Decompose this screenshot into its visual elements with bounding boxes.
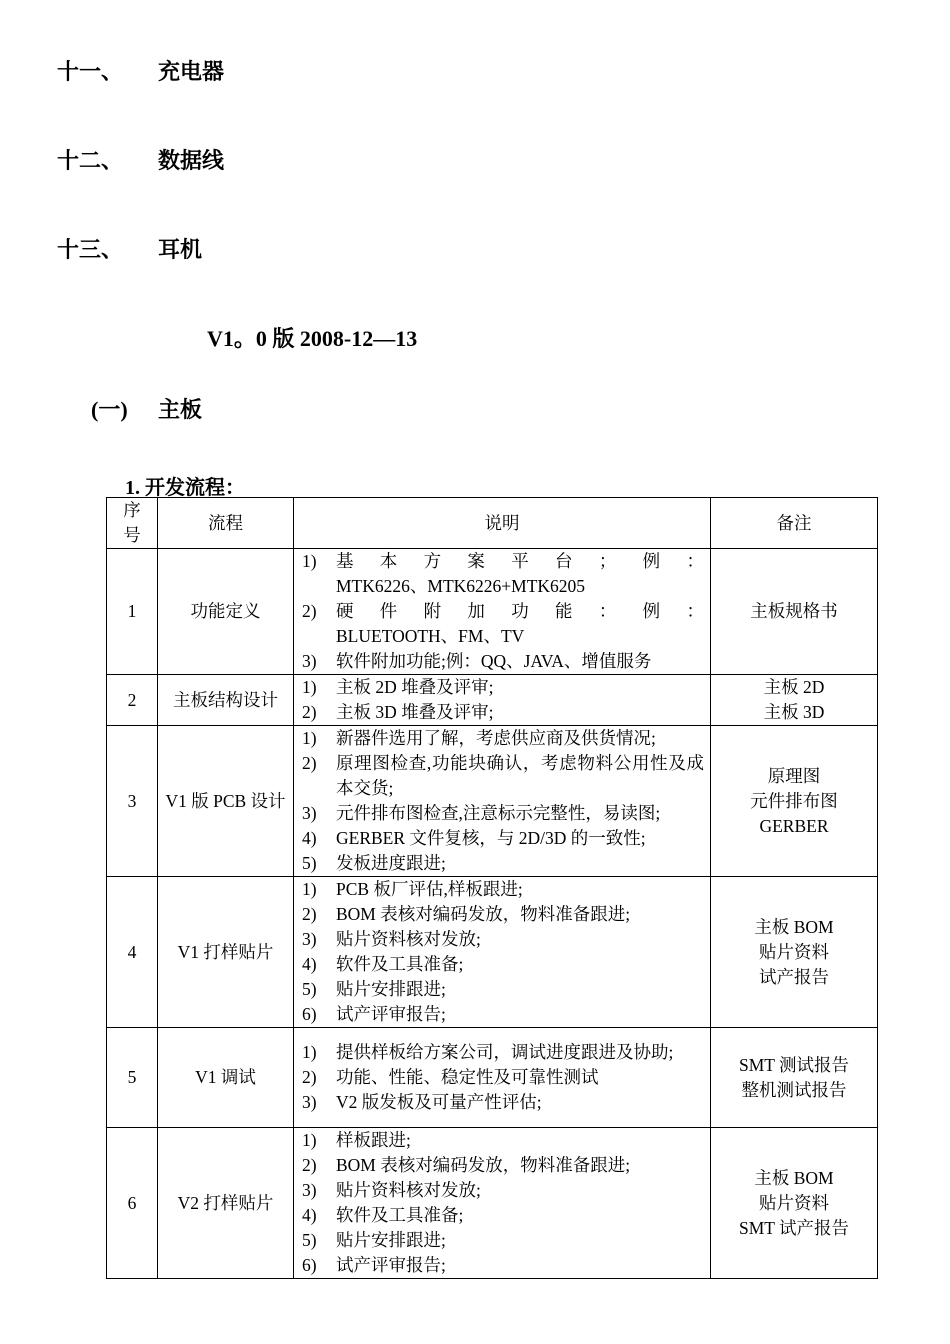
cell-process: V2 打样贴片 xyxy=(158,1128,294,1279)
item-number: 2) xyxy=(302,702,317,722)
item-text-line: BLUETOOTH、FM、TV xyxy=(336,626,525,646)
item-text: 软件及工具准备; xyxy=(336,954,464,974)
note-line: 主板 2D xyxy=(763,677,825,697)
header-desc: 说明 xyxy=(294,498,711,549)
description-item xyxy=(302,599,704,649)
description-item xyxy=(302,675,704,700)
header-process: 流程 xyxy=(158,498,294,549)
description-item xyxy=(302,851,704,876)
description-item xyxy=(302,700,704,725)
item-number: 1) xyxy=(302,1130,317,1150)
note-line: 主板 BOM xyxy=(754,916,834,937)
cell-seq: 3 xyxy=(107,726,158,877)
part-number: (一) xyxy=(91,397,128,422)
description-item xyxy=(302,649,704,674)
description-item xyxy=(302,1090,704,1115)
item-number: 2) xyxy=(302,1067,317,1087)
section-title: 数据线 xyxy=(158,149,225,174)
item-number: 4) xyxy=(302,954,317,974)
item-number: 5) xyxy=(302,979,317,999)
item-text: V2 版发板及可量产性评估; xyxy=(336,1092,542,1112)
item-number: 2) xyxy=(302,904,317,924)
section-title: 充电器 xyxy=(158,60,225,85)
table-row xyxy=(107,675,878,726)
cell-process: V1 调试 xyxy=(158,1028,294,1128)
item-text-line: MTK6226、MTK6226+MTK6205 xyxy=(336,576,586,596)
description-list xyxy=(302,675,704,725)
cell-description xyxy=(294,549,711,675)
cell-description xyxy=(294,1028,711,1128)
item-text: 贴片资料核对发放; xyxy=(336,1180,481,1200)
item-number: 1) xyxy=(302,879,317,899)
item-text: 试产评审报告; xyxy=(336,1004,446,1024)
item-number: 5) xyxy=(302,853,317,873)
description-list xyxy=(302,1128,704,1278)
item-text: BOM 表核对编码发放，物料准备跟进; xyxy=(336,1155,631,1175)
header-note: 备注 xyxy=(711,498,878,549)
item-text: 试产评审报告; xyxy=(336,1255,446,1275)
note-line: 贴片资料 xyxy=(759,941,829,962)
description-item xyxy=(302,1228,704,1253)
cell-note xyxy=(711,1128,878,1279)
cell-process: 功能定义 xyxy=(158,549,294,675)
item-text: PCB 板厂评估,样板跟进; xyxy=(336,879,523,899)
item-number: 2) xyxy=(302,753,317,773)
item-text: GERBER 文件复核，与 2D/3D 的一致性; xyxy=(336,828,646,848)
item-number: 4) xyxy=(302,828,317,848)
description-item xyxy=(302,1203,704,1228)
description-item xyxy=(302,1065,704,1090)
description-item xyxy=(302,1002,704,1027)
note-line: 原理图 xyxy=(767,765,821,786)
table-row xyxy=(107,1028,878,1128)
description-item xyxy=(302,977,704,1002)
dev-process-table xyxy=(106,497,878,1279)
item-text: BOM 表核对编码发放，物料准备跟进; xyxy=(336,904,631,924)
cell-seq: 4 xyxy=(107,877,158,1028)
subheading-dev-process: 1. 开发流程： xyxy=(125,477,245,499)
description-item xyxy=(302,549,704,599)
description-item xyxy=(302,801,704,826)
description-item xyxy=(302,726,704,751)
cell-process: V1 打样贴片 xyxy=(158,877,294,1028)
version-line: V1。0 版 2008-12—13 xyxy=(207,326,418,351)
description-item xyxy=(302,927,704,952)
note-line: 主板 3D xyxy=(763,702,825,722)
cell-note xyxy=(711,726,878,877)
item-text: 样板跟进; xyxy=(336,1130,411,1150)
description-item xyxy=(302,751,704,801)
item-number: 4) xyxy=(302,1205,317,1225)
section-number: 十二、 xyxy=(57,149,124,174)
table-row xyxy=(107,726,878,877)
item-number: 1) xyxy=(302,728,317,748)
item-number: 6) xyxy=(302,1255,317,1275)
section-number: 十三、 xyxy=(57,238,124,263)
item-number: 1) xyxy=(302,1042,317,1062)
section-number: 十一、 xyxy=(57,60,124,85)
description-list xyxy=(302,1040,704,1115)
item-number: 3) xyxy=(302,929,317,949)
description-item xyxy=(302,952,704,977)
note-line: 主板 BOM xyxy=(754,1167,834,1188)
description-list xyxy=(302,877,704,1027)
item-text: 发板进度跟进; xyxy=(336,853,446,873)
description-item xyxy=(302,1153,704,1178)
item-text: 提供样板给方案公司，调试进度跟进及协助; xyxy=(336,1042,674,1062)
cell-description xyxy=(294,675,711,726)
item-number: 5) xyxy=(302,1230,317,1250)
item-text-line: 基本方案平台；例： xyxy=(336,551,704,571)
note-line: 整机测试报告 xyxy=(741,1079,847,1100)
item-number: 3) xyxy=(302,1092,317,1112)
cell-process: 主板结构设计 xyxy=(158,675,294,726)
description-item xyxy=(302,1178,704,1203)
description-item xyxy=(302,1128,704,1153)
note-line: 元件排布图 xyxy=(750,790,838,811)
description-item xyxy=(302,826,704,851)
cell-description xyxy=(294,877,711,1028)
item-text: 功能、性能、稳定性及可靠性测试 xyxy=(336,1067,599,1087)
description-item xyxy=(302,1040,704,1065)
note-line: SMT 试产报告 xyxy=(738,1217,850,1238)
item-number: 2) xyxy=(302,1155,317,1175)
item-number: 3) xyxy=(302,651,317,671)
item-number: 2) xyxy=(302,601,317,621)
description-list xyxy=(302,549,704,674)
item-text: 新器件选用了解，考虑供应商及供货情况; xyxy=(336,728,656,748)
cell-note xyxy=(711,549,878,675)
item-number: 6) xyxy=(302,1004,317,1024)
table-row xyxy=(107,1128,878,1279)
cell-description xyxy=(294,726,711,877)
cell-seq: 6 xyxy=(107,1128,158,1279)
item-number: 3) xyxy=(302,803,317,823)
item-text: 原理图检查,功能块确认，考虑物料公用性及成本交货; xyxy=(336,753,704,798)
item-text: 贴片安排跟进; xyxy=(336,979,446,999)
cell-seq: 2 xyxy=(107,675,158,726)
item-text: 贴片资料核对发放; xyxy=(336,929,481,949)
table-row xyxy=(107,549,878,675)
table-header-row xyxy=(107,498,878,549)
item-text: 元件排布图检查,注意标示完整性，易读图; xyxy=(336,803,661,823)
item-number: 1) xyxy=(302,677,317,697)
cell-process: V1 版 PCB 设计 xyxy=(158,726,294,877)
part-title: 主板 xyxy=(158,398,203,423)
item-text: 贴片安排跟进; xyxy=(336,1230,446,1250)
cell-note xyxy=(711,877,878,1028)
cell-seq: 5 xyxy=(107,1028,158,1128)
description-item xyxy=(302,1253,704,1278)
item-number: 3) xyxy=(302,1180,317,1200)
note-line: GERBER xyxy=(759,815,829,836)
cell-note xyxy=(711,675,878,726)
cell-note xyxy=(711,1028,878,1128)
table-row xyxy=(107,877,878,1028)
cell-description xyxy=(294,1128,711,1279)
section-title: 耳机 xyxy=(158,238,203,263)
item-number: 1) xyxy=(302,551,317,571)
note-line: SMT 测试报告 xyxy=(738,1054,850,1075)
description-list xyxy=(302,726,704,876)
item-text: 软件附加功能;例：QQ、JAVA、增值服务 xyxy=(336,651,652,671)
note-line: 主板规格书 xyxy=(750,601,838,621)
item-text: 软件及工具准备; xyxy=(336,1205,464,1225)
cell-seq: 1 xyxy=(107,549,158,675)
item-text: 主板 2D 堆叠及评审; xyxy=(336,677,494,697)
description-item xyxy=(302,902,704,927)
description-item xyxy=(302,877,704,902)
note-line: 试产报告 xyxy=(759,966,829,987)
note-line: 贴片资料 xyxy=(759,1192,829,1213)
item-text: 主板 3D 堆叠及评审; xyxy=(336,702,494,722)
header-seq: 序号 xyxy=(107,498,158,549)
item-text-line: 硬件附加功能：例： xyxy=(336,601,704,621)
